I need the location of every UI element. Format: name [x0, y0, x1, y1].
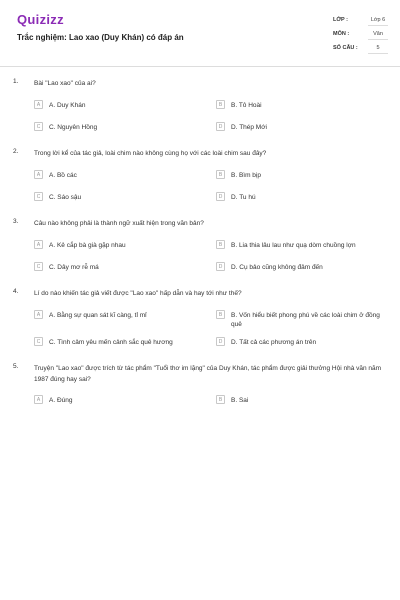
option-letter-box: A — [34, 100, 43, 109]
question-text: Câu nào không phải là thành ngữ xuất hiện trong văn bản? — [34, 220, 204, 227]
option-letter-box: A — [34, 240, 43, 249]
option-letter-box: B — [216, 170, 225, 179]
option-letter-box: A — [34, 170, 43, 179]
meta-label-grade: LỚP : — [333, 17, 348, 23]
question-text: Truyện "Lao xao" được trích từ tác phẩm "Tuổi thơ im lặng" của Duy Khán, tác phẩm được giải thưởng Hội nhà văn năm 1987 đúng hay sai? — [34, 365, 382, 383]
option-text: C. Dây mơ rễ má — [49, 264, 99, 271]
question-number: 4. — [13, 288, 19, 295]
option-letter-box: C — [34, 122, 43, 131]
option-text: C. Nguyên Hồng — [49, 124, 98, 131]
option-letter-box: B — [216, 395, 225, 404]
option-text: B. Vốn hiểu biết phong phú về các loài chim ở đồng quê — [231, 312, 380, 328]
question-text: Bài "Lao xao" của ai? — [34, 80, 96, 87]
option-text: A. Duy Khán — [49, 102, 86, 109]
meta-label-count: SỐ CÂU : — [333, 45, 358, 51]
option-letter-box: D — [216, 192, 225, 201]
meta-row-count — [333, 42, 388, 56]
option-text: B. Tô Hoài — [231, 102, 262, 109]
header — [0, 0, 400, 67]
option-text: D. Tất cả các phương án trên — [231, 339, 317, 346]
meta-value-subject: Văn — [368, 28, 388, 40]
option-text: D. Tu hú — [231, 194, 256, 201]
question-number: 2. — [13, 148, 19, 155]
option-letter-box: C — [34, 262, 43, 271]
option-text: B. Sai — [231, 397, 249, 404]
question-number: 5. — [13, 363, 19, 370]
meta-row-subject — [333, 28, 388, 42]
question-text: Trong lời kể của tác giả, loài chim nào không cùng họ với các loài chim sau đây? — [34, 150, 267, 157]
question-text: Lí do nào khiến tác giả viết được "Lao xao" hấp dẫn và hay tới như thế? — [34, 290, 242, 297]
option-letter-box: D — [216, 337, 225, 346]
option-letter-box: C — [34, 192, 43, 201]
option-text: B. Bìm bịp — [231, 172, 261, 179]
option-text: B. Lia thia lâu lau như quạ dòm chuồng lợn — [231, 242, 356, 249]
meta-value-count: 5 — [368, 42, 388, 54]
option-letter-box: A — [34, 395, 43, 404]
option-text: A. Đúng — [49, 397, 73, 404]
option-letter-box: B — [216, 310, 225, 319]
meta-value-grade: Lớp 6 — [368, 14, 388, 26]
option-text: A. Kẻ cắp bà già gặp nhau — [49, 242, 126, 249]
question-number: 1. — [13, 78, 19, 85]
option-text: A. Bồ các — [49, 172, 77, 179]
meta-label-subject: MÔN : — [333, 31, 350, 37]
page-title: Trắc nghiệm: Lao xao (Duy Khán) có đáp án — [17, 33, 184, 42]
meta-info — [333, 14, 388, 56]
option-letter-box: B — [216, 240, 225, 249]
option-text: A. Bằng sự quan sát kĩ càng, tỉ mỉ — [49, 312, 147, 319]
option-text: D. Cụ bảo cũng không đâm đến — [231, 264, 323, 271]
question-number: 3. — [13, 218, 19, 225]
option-letter-box: B — [216, 100, 225, 109]
quizizz-logo[interactable]: Quizizz — [17, 12, 64, 27]
option-letter-box: C — [34, 337, 43, 346]
option-text: C. Sáo sậu — [49, 194, 82, 201]
meta-row-grade — [333, 14, 388, 28]
option-text: C. Tình cảm yêu mến cảnh sắc quê hương — [49, 339, 173, 346]
option-letter-box: D — [216, 122, 225, 131]
option-text: D. Thép Mới — [231, 124, 267, 131]
option-letter-box: D — [216, 262, 225, 271]
option-letter-box: A — [34, 310, 43, 319]
